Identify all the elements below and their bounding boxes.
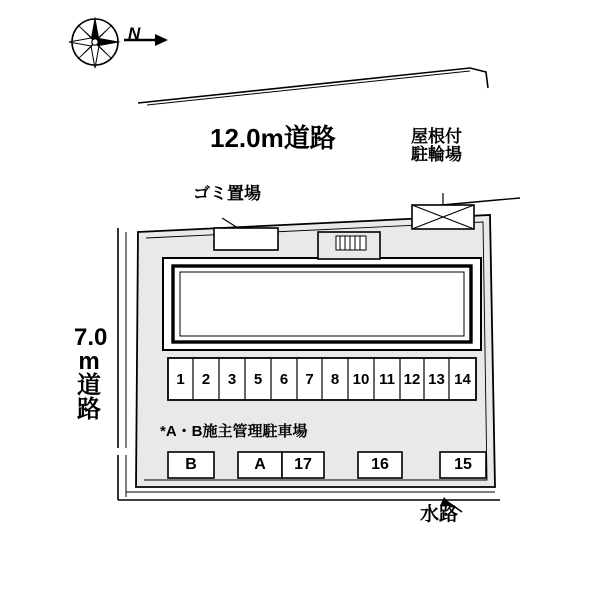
- north-label: N: [128, 24, 141, 43]
- top-road-label: 12.0m道路: [210, 123, 336, 153]
- stall-2: 2: [201, 371, 211, 388]
- bay-17: 17: [294, 456, 312, 473]
- bicycle-shelter: [412, 193, 474, 229]
- bay-15: 15: [454, 456, 472, 473]
- left-road-line-0: 7.0: [74, 324, 108, 351]
- waterway-label: 水路: [420, 504, 459, 525]
- bicycle-shelter-label-line-1: 駐輪場: [411, 144, 462, 164]
- bay-a: A: [254, 456, 266, 473]
- stairs-icon: [336, 236, 366, 250]
- left-road-line-2: 道: [77, 372, 101, 399]
- bicycle-shelter-label-line-0: 屋根付: [411, 127, 462, 146]
- left-road-line-3: 路: [77, 396, 101, 423]
- left-road-line-1: m: [78, 348, 100, 375]
- owner-managed-parking-note: *A・B施主管理駐車場: [160, 423, 308, 440]
- stall-12: 12: [403, 371, 421, 388]
- bicycle-shelter-label: [411, 128, 462, 164]
- stall-11: 11: [379, 371, 395, 388]
- top-road-edges: [138, 68, 488, 105]
- stall-14: 14: [454, 371, 471, 388]
- stall-10: 10: [352, 371, 370, 388]
- stall-8: 8: [330, 371, 340, 388]
- stall-7: 7: [305, 371, 314, 388]
- stall-13: 13: [428, 371, 445, 388]
- stall-5: 5: [253, 371, 263, 388]
- stall-1: 1: [176, 371, 185, 388]
- stall-6: 6: [279, 371, 289, 388]
- trash-enclosure: [214, 218, 278, 250]
- bay-b: B: [185, 456, 197, 473]
- trash-enclosure-label: ゴミ置場: [193, 184, 261, 203]
- compass-rose-icon: [69, 16, 168, 68]
- left-road-label: [74, 324, 108, 423]
- bay-16: 16: [371, 456, 389, 473]
- stall-3: 3: [227, 371, 237, 388]
